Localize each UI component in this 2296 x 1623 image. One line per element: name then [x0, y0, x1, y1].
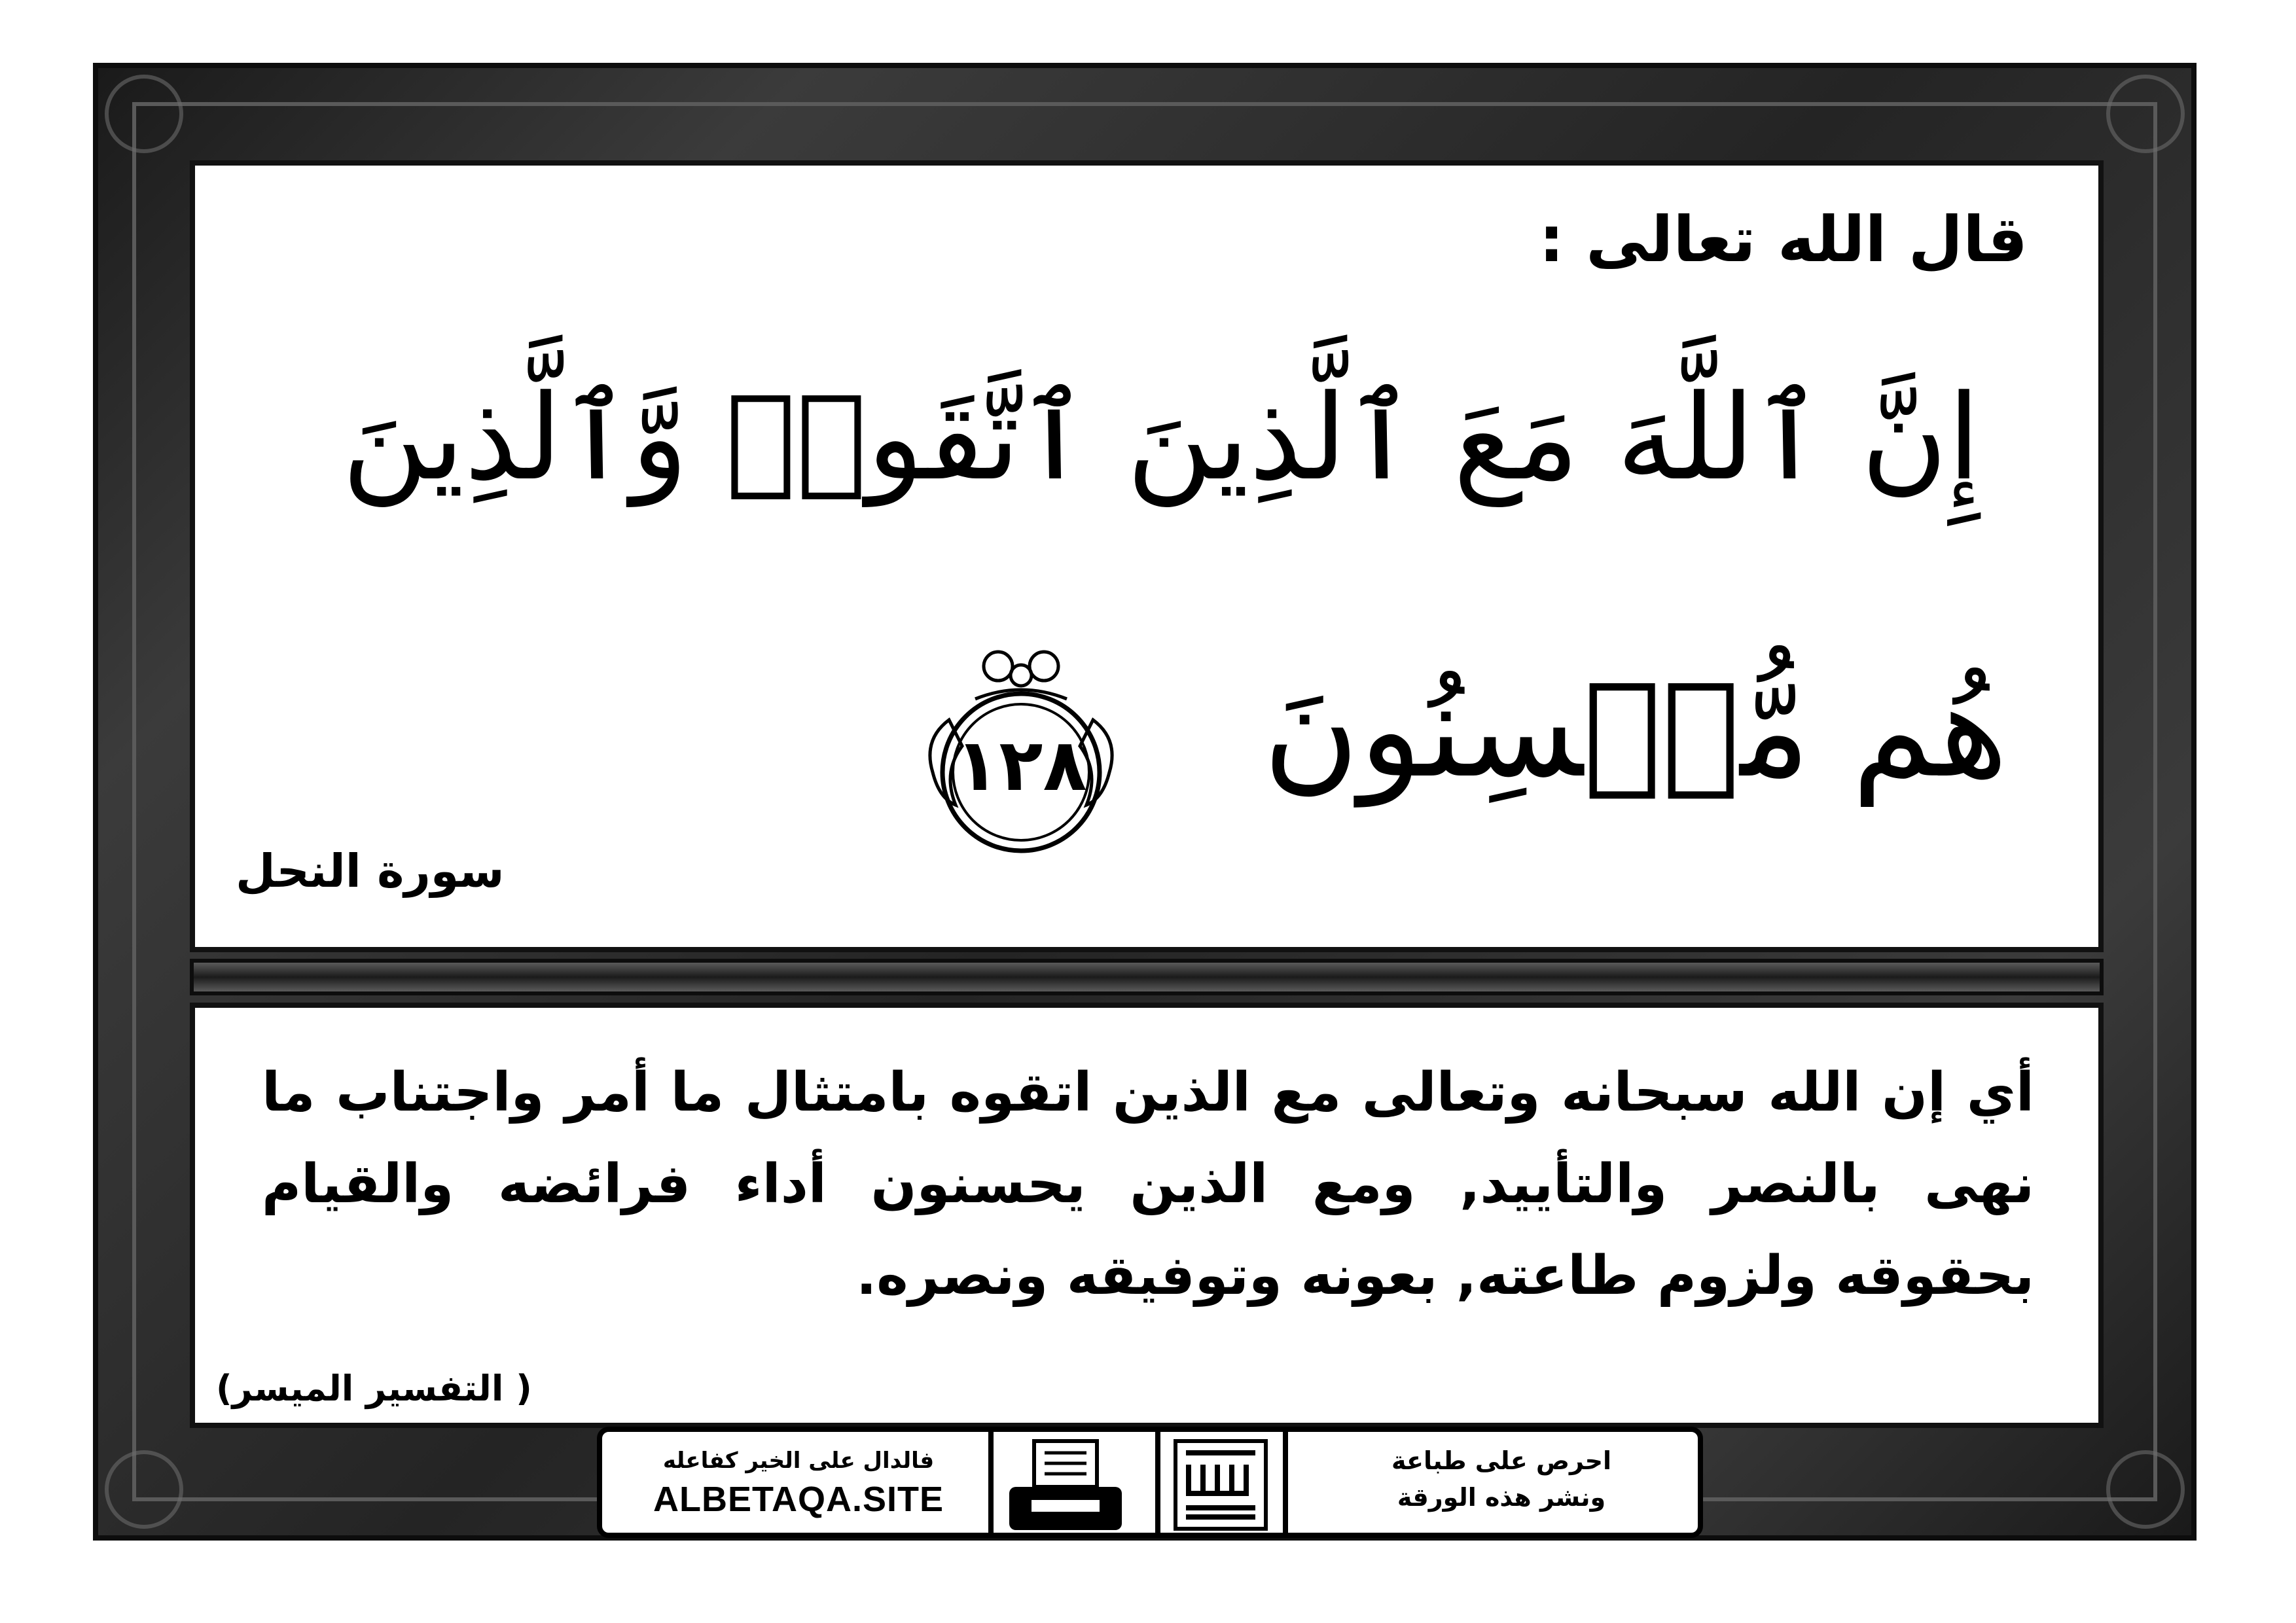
footer-divider	[988, 1432, 994, 1533]
verse-intro: قال الله تعالى :	[1539, 203, 2028, 276]
verse-line-2: هُم مُّحۡسِنُونَ	[1263, 654, 2008, 807]
footer-divider	[1155, 1432, 1160, 1533]
panel-separator	[190, 959, 2104, 995]
footer-divider	[1283, 1432, 1288, 1533]
footer-print-text-1: احرص على طباعة	[1391, 1446, 1612, 1475]
frame-corner-ornament	[2106, 1450, 2185, 1529]
verse-line-1: إِنَّ ٱللَّهَ مَعَ ٱلَّذِينَ ٱتَّقَوا۟ وَّٱلَّذِينَ	[342, 370, 1981, 507]
ayah-number: ١٢٨	[955, 723, 1087, 807]
frame-corner-ornament	[105, 1450, 183, 1529]
verse-panel	[190, 160, 2104, 952]
footer-print-text-2: ونشر هذه الورقة	[1397, 1483, 1606, 1512]
surah-name: سورة النحل	[236, 844, 505, 898]
tafsir-source: ( التفسير الميسر)	[216, 1368, 532, 1409]
footer-bar	[597, 1427, 1703, 1538]
frame-corner-ornament	[105, 75, 183, 153]
footer-website-block	[615, 1438, 982, 1530]
website-link[interactable]: ALBETAQA.SITE	[653, 1480, 944, 1519]
dawah-logo-icon	[1172, 1437, 1270, 1533]
footer-slogan: فالدال على الخير كفاعله	[662, 1448, 935, 1474]
printer-icon	[1000, 1437, 1131, 1534]
frame-corner-ornament	[2106, 75, 2185, 153]
tafsir-text: أي إن الله سبحانه وتعالى مع الذين اتقوه بامتثال ما أمر واجتناب ما نهى بالنصر والتأييد, ومع الذين يحسنون أداء فرائضه والقيام بحقوقه ولزوم طاعته, بعونه وتوفيقه ونصره.	[262, 1061, 2034, 1307]
footer-print-block	[1318, 1438, 1685, 1530]
